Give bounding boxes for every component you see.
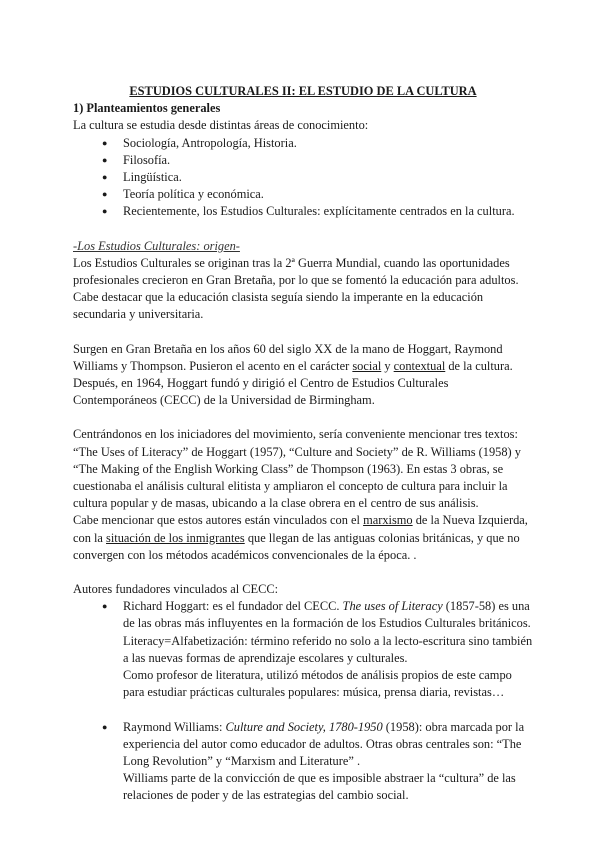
section-heading-origen: -Los Estudios Culturales: origen-: [73, 238, 240, 253]
founders-intro: Autores fundadores vinculados al CECC:: [73, 582, 279, 597]
origin-paragraph-4: [73, 512, 533, 564]
hoggart-methods: Como profesor de literatura, utilizó métodos de análisis propios de este campo para estudiar prácticas culturales populares: música, prensa diaria, revistas…: [123, 668, 512, 700]
section-heading-planteamientos: 1) Planteamientos generales: [73, 101, 221, 116]
text-run: Raymond Williams:: [123, 719, 226, 734]
text-run: y: [381, 358, 394, 373]
origin-paragraph-1: Los Estudios Culturales se originan tras la 2ª Guerra Mundial, cuando las oportunidades profesionales crecieron en Gran Bretaña, por lo que se fomentó la educación para adultos. Cabe destacar que la educación clasista seguía siendo la imperante en la educación secundaria y universitaria.: [73, 255, 519, 322]
term-contextual: contextual: [393, 358, 446, 373]
list-item: ● Teoría política y económica.: [123, 186, 533, 203]
founders-list: [73, 598, 533, 701]
term-social: social: [352, 358, 382, 373]
text-run: de la cultura.: [445, 358, 513, 373]
text-run: Richard Hoggart: es el fundador del CECC.: [123, 599, 343, 614]
knowledge-areas-list: [73, 135, 533, 221]
text-run: (1958): obra marcada por la experiencia del autor como educador de adultos. Otras obras centrales son: “The Long Revolution” y “Marxism and Literature” .: [123, 719, 525, 768]
text-run: que llegan de las antiguas colonias británicas, y que no convergen con los métodos académicos convencionales de la época. .: [73, 530, 520, 562]
origin-paragraph-2b: Después, en 1964, Hoggart fundó y dirigió el Centro de Estudios Culturales Contemporáneos (CECC) de la Universidad de Birmingham.: [73, 376, 449, 408]
text-run: Cabe mencionar que estos autores están vinculados con el: [73, 513, 364, 528]
origin-paragraph-3: Centrándonos en los iniciadores del movimiento, sería conveniente mencionar tres textos: “The Uses of Literacy” de Hoggart (1957), “Culture and Society” de R. Williams (1958) y “The Making of the English Working Class” de Thompson (1963). En estas 3 obras, se cuestionaba el análisis cultural elitista y ampliaron el concepto de cultura para incluir la cultura popular y de masas, ubicando a la clase obrera en el centro de sus análisis.: [73, 427, 521, 511]
term-marxismo: marxismo: [363, 513, 413, 528]
document-title: ESTUDIOS CULTURALES II: EL ESTUDIO DE LA CULTURA: [129, 84, 477, 98]
founder-hoggart: [123, 598, 533, 701]
text-run: Surgen en Gran Bretaña en los años 60 del siglo XX de la mano de Hoggart, Raymond Williams y Thompson. Pusieron el acento en el carácter: [73, 341, 503, 373]
text-run: (1857-58) es una de las obras más influyentes en la formación de los Estudios Culturales británicos.: [123, 599, 531, 631]
text-run: de la Nueva Izquierda, con la: [73, 513, 528, 545]
work-title-culture-and-society: Culture and Society, 1780-1950: [225, 719, 383, 734]
origin-paragraph-2: [73, 341, 533, 375]
founders-list-2: [73, 719, 533, 805]
section1-intro: La cultura se estudia desde distintas áreas de conocimiento:: [73, 118, 369, 133]
list-item: ● Sociología, Antropología, Historia.: [123, 135, 533, 152]
term-situacion-inmigrantes: situación de los inmigrantes: [106, 530, 245, 545]
williams-conviction: Williams parte de la convicción de que es imposible abstraer la “cultura” de las relaciones de poder y de las estrategias del cambio social.: [123, 771, 516, 803]
list-item: ● Recientemente, los Estudios Culturales: explícitamente centrados en la cultura.: [123, 203, 533, 220]
list-item: ● Filosofía.: [123, 152, 533, 169]
document-page: [73, 83, 533, 805]
work-title-uses-of-literacy: The uses of Literacy: [342, 599, 443, 614]
founder-williams: [123, 719, 533, 805]
list-item: ● Lingüística.: [123, 169, 533, 186]
hoggart-literacy-definition: Literacy=Alfabetización: término referido no solo a la lecto-escritura sino también a las nuevas formas de aprendizaje escolares y culturales.: [123, 633, 533, 665]
